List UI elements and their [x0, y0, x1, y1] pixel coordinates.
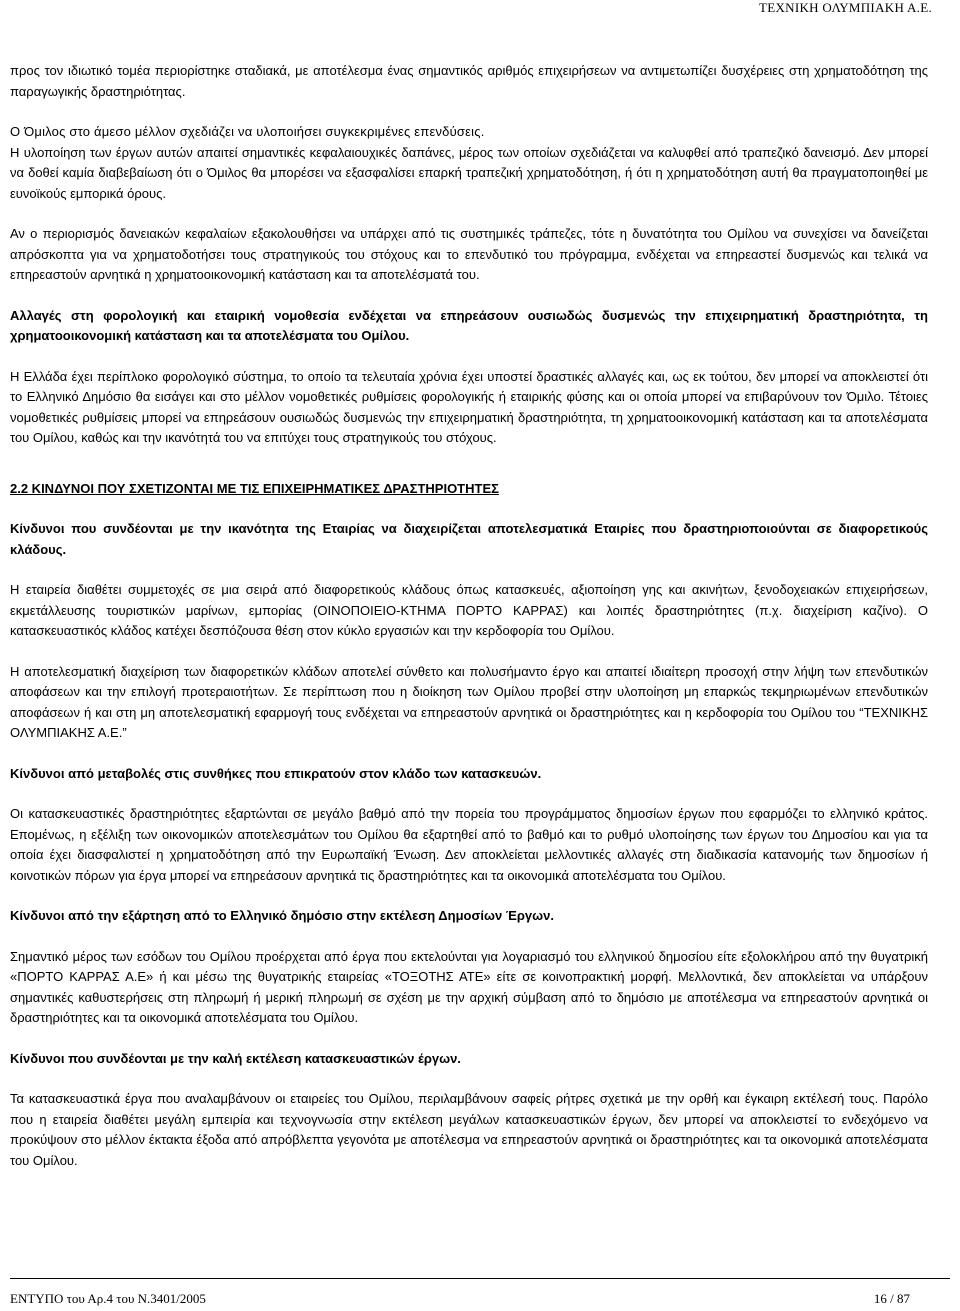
risk-heading-diversified-management: Κίνδυνοι που συνδέονται με την ικανότητα της Εταιρίας να διαχειρίζεται αποτελεσματικά Εταιρίες που δραστηριοποιούνται σε διαφορετικούς κλάδους. [10, 521, 928, 557]
paragraph-investments-funding: Η υλοποίηση των έργων αυτών απαιτεί σημαντικές κεφαλαιουχικές δαπάνες, μέρος των οποίων σχεδιάζεται να καλυφθεί από τραπεζικό δανεισμό. Δεν μπορεί να δοθεί καμία διαβεβαίωση ότι ο Όμιλος θα μπορέσει να εξασφαλίσει επαρκή τραπεζική χρηματοδότηση, ή ότι η χρηματοδότηση αυτή θα πραγματοποιηθεί με ευνοϊκούς εμπορικά όρους. [10, 144, 928, 201]
risk-heading-public-sector-dependence: Κίνδυνοι από την εξάρτηση από το Ελληνικό δημόσιο στην εκτέλεση Δημοσίων Έργων. [10, 908, 554, 923]
risk-heading-tax-legislation: Αλλαγές στη φορολογική και εταιρική νομοθεσία ενδέχεται να επηρεάσουν ουσιωδώς δυσμενώς την επιχειρηματική δραστηριότητα, τη χρηματοοικονομική κατάσταση και τα αποτελέσματα του Ομίλου. [10, 307, 928, 343]
paragraph-public-works-program: Οι κατασκευαστικές δραστηριότητες εξαρτώνται σε μεγάλο βαθμό από την πορεία του προγράμματος δημοσίων έργων που εφαρμόζει το ελληνικό κράτος. Επομένως, η εξέλιξη των οικονομικών αποτελεσμάτων του Ομίλου θα εξαρτηθεί από το βαθμό και το ρυθμό υλοποίησης των έργων του Δημοσίου και για τα οποία έχει διασφαλιστεί η χρηματοδότηση από την Ευρωπαϊκή Ένωση. Δεν αποκλείεται μελλοντικές αλλαγές στη διαδικασία κατανομής των δημοσίων ή κοινοτικών πόρων για έργα μπορεί να επηρεάσουν αρνητικά τις δραστηριότητες και τα οικονομικά αποτελέσματα του Ομίλου. [10, 806, 928, 883]
paragraph-sector-management: Η αποτελεσματική διαχείριση των διαφορετικών κλάδων αποτελεί σύνθετο και πολυσήμαντο έργο και απαιτεί ιδιαίτερη προσοχή στην λήψη των επενδυτικών αποφάσεων και την επιλογή προτεραιοτήτων. Σε περίπτωση που η διοίκηση των Ομίλου προβεί στην υλοποίηση μη επαρκώς τεκμηριωμένων επενδυτικών αποφάσεων ή και στη μη αποτελεσματική εφαρμογή τους ενδέχεται να επηρεαστούν αρνητικά οι δραστηριότητες και η κερδοφορία του Ομίλου του “ΤΕΧΝΙΚΗΣ ΟΛΥΜΠΙΑΚΗΣ Α.Ε.” [10, 663, 928, 740]
page-number: 16 / 87 [873, 1291, 910, 1306]
paragraph-financing-constraints: προς τον ιδιωτικό τομέα περιορίστηκε σταδιακά, με αποτέλεσμα ένας σημαντικός αριθμός επιχειρήσεων να αντιμετωπίζει δυσχέρειες στη χρηματοδότηση της παραγωγικής δραστηριότητας. [10, 63, 928, 99]
section-heading-business-risks: 2.2 ΚΙΝΔΥΝΟΙ ΠΟΥ ΣΧΕΤΙΖΟΝΤΑΙ ΜΕ ΤΙΣ ΕΠΙΧΕΙΡΗΜΑΤΙΚΕΣ ΔΡΑΣΤΗΡΙΟΤΗΤΕΣ [10, 480, 499, 496]
paragraph-tax-system: Η Ελλάδα έχει περίπλοκο φορολογικό σύστημα, το οποίο τα τελευταία χρόνια έχει υποστεί δραστικές αλλαγές και, ως εκ τούτου, δεν μπορεί να αποκλειστεί ότι το Ελληνικό Δημόσιο θα εισάγει και στο μέλλον νομοθετικές ρυθμίσεις φορολογικής ή εταιρικής φύσης και οι οποία μπορεί να επιβαρύνουν τον Όμιλο. Τέτοιες νομοθετικές ρυθμίσεις μπορεί να επηρεάσουν ουσιωδώς δυσμενώς την επιχειρηματική δραστηριότητα, τη χρηματοοικονομική κατάσταση και τα αποτελέσματα του Ομίλου, καθώς και την ικανότητά του να επιτύχει τους στρατηγικούς του στόχους. [10, 368, 928, 445]
footer-form-reference: ΕΝΤΥΠΟ του Αρ.4 του Ν.3401/2005 [10, 1291, 206, 1306]
paragraph-business-sectors: Η εταιρεία διαθέτει συμμετοχές σε μια σειρά από διαφορετικούς κλάδους όπως κατασκευές, αξιοποίηση γης και ακινήτων, ξενοδοχειακών επιχειρήσεων, εκμετάλλευσης τουριστικών μαρίνων, εμπορίας (ΟΙΝΟΠΟΙΕΙΟ-ΚΤΗΜΑ ΠΟΡΤΟ ΚΑΡΡΑΣ) και λοιπές δραστηριότητες (π.χ. διαχείριση καζίνο). Ο κατασκευαστικός κλάδος κατέχει δεσπόζουσα θέση στον κύκλο εργασιών και την κερδοφορία του Ομίλου. [10, 582, 928, 638]
paragraph-project-execution: Τα κατασκευαστικά έργα που αναλαμβάνουν οι εταιρείες του Ομίλου, περιλαμβάνουν σαφείς ρήτρες σχετικά με την ορθή και έγκαιρη εκτέλεσή τους. Παρόλο που η εταιρεία διαθέτει μεγάλη εμπειρία και τεχνογνωσία στην εκτέλεση μεγάλων κατασκευαστικών έργων, δεν μπορεί να αποκλειστεί το ενδεχόμενο να προκύψουν στο μέλλον έκτακτα έξοδα από απρόβλεπτα γεγονότα με αποτέλεσμα να επηρεαστούν αρνητικά οι δραστηριότητες και τα οικονομικά αποτελέσματα του Ομίλου. [10, 1091, 928, 1168]
page-footer [10, 1278, 950, 1307]
paragraph-public-revenue: Σημαντικό μέρος των εσόδων του Ομίλου προέρχεται από έργα που εκτελούνται για λογαριασμό του ελληνικού δημοσίου είτε εξολοκλήρου από την θυγατρική «ΠΟΡΤΟ ΚΑΡΡΑΣ Α.Ε» ή και μέσω της θυγατρικής εταιρείας «ΤΟΞΟΤΗΣ ΑΤΕ» είτε σε κοινοπρακτική μορφή. Μελλοντικά, δεν αποκλείεται να υπάρξουν σημαντικές καθυστερήσεις στη πληρωμή ή μερική πληρωμή σε σχέση με την αρχική σύμβαση από το δημόσιο με αποτέλεσμα να επηρεαστούν αρνητικά οι δραστηριότητες και τα οικονομικά αποτελέσματα του Ομίλου. [10, 948, 928, 1025]
document-body [10, 61, 928, 1191]
header-company-name: ΤΕΧΝΙΚΗ ΟΛΥΜΠΙΑΚΗ Α.Ε. [758, 0, 932, 15]
risk-heading-project-execution: Κίνδυνοι που συνδέονται με την καλή εκτέλεση κατασκευαστικών έργων. [10, 1050, 461, 1066]
paragraph-investments-intro: Ο Όμιλος στο άμεσο μέλλον σχεδιάζει να υλοποιήσει συγκεκριμένες επενδύσεις. [10, 124, 485, 139]
paragraph-loan-capital-restriction: Αν ο περιορισμός δανειακών κεφαλαίων εξακολουθήσει να υπάρχει από τις συστημικές τράπεζες, τότε η δυνατότητα του Ομίλου να συνεχίσει να δανείζεται απρόσκοπτα για να χρηματοδοτήσει τους στρατηγικούς του στόχους και το επενδυτικό του πρόγραμμα, ενδέχεται να επηρεαστεί δυσμενώς και τελικά να επηρεαστούν αρνητικά η χρηματοοικονομική κατάσταση και τα αποτελέσματά του. [10, 226, 928, 282]
risk-heading-construction-conditions: Κίνδυνοι από μεταβολές στις συνθήκες που επικρατούν στον κλάδο των κατασκευών. [10, 765, 542, 781]
